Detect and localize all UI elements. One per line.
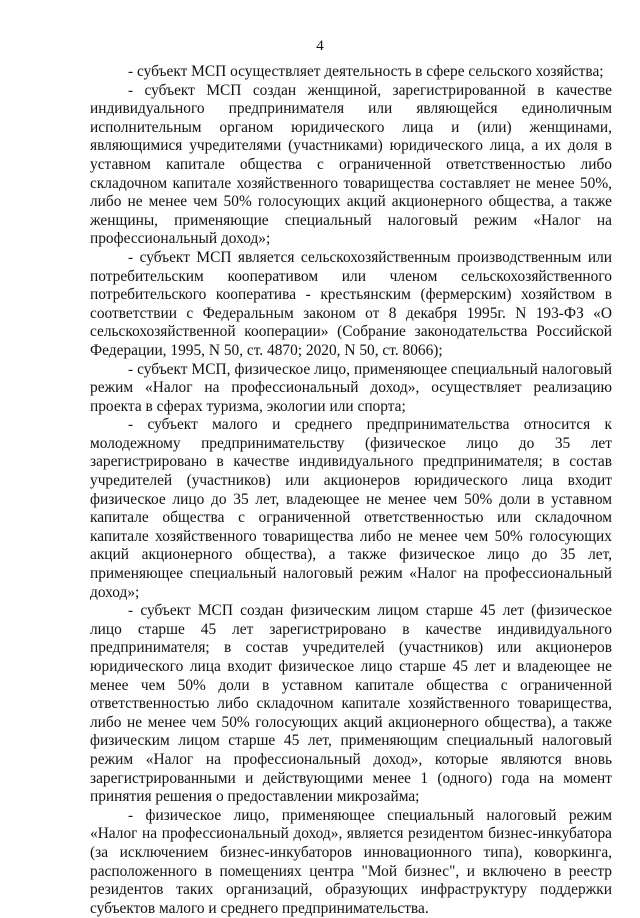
paragraph-tourism-ecology-sport: - субъект МСП, физическое лицо, применяющее специальный налоговый режим «Налог на профессиональный доход», осуществляет реализацию проекта в сферах туризма, экологии или спорта; xyxy=(90,360,612,415)
paragraph-agriculture: - субъект МСП осуществляет деятельность в сфере сельского хозяйства; xyxy=(128,63,604,80)
paragraph-women-entrepreneurs: - субъект МСП создан женщиной, зарегистрированной в качестве индивидуального предпринимателя или являющейся единоличным исполнительным органом юридического лица и (или) женщинами, являющимися учредителями (участниками) юридического лица, а их доля в уставном капитале общества с ограниченной ответственностью либо складочном капитале хозяйственного товарищества составляет не менее 50%, либо не менее чем 50% голосующих акций акционерного общества, а также женщины, применяющие специальный налоговый режим «Налог на профессиональный доход»; xyxy=(90,81,612,248)
paragraph-business-incubator: - физическое лицо, применяющее специальный налоговый режим «Налог на профессиональный доход», является резидентом бизнес-инкубатора (за исключением бизнес-инкубаторов инновационного типа), коворкинга, расположенного в помещениях центра "Мой бизнес", и включено в реестр резидентов таких организаций, образующих инфраструктуру поддержки субъектов малого и среднего предпринимательства. xyxy=(90,806,612,917)
document-body xyxy=(90,63,612,918)
paragraph-cooperative: - субъект МСП является сельскохозяйственным производственным или потребительским кооперативом или членом сельскохозяйственного потребительского кооператива - крестьянским (фермерским) хозяйством в соответствии с Федеральным законом от 8 декабря 1995г. N 193-ФЗ «О сельскохозяйственной кооперации» (Собрание законодательства Российской Федерации, 1995, N 50, ст. 4870; 2020, N 50, ст. 8066); xyxy=(90,248,612,359)
paragraph-over-45: - субъект МСП создан физическим лицом старше 45 лет (физическое лицо старше 45 лет зарегистрировано в качестве индивидуального предпринимателя; в состав учредителей (участников) или акционеров юридического лица входит физическое лицо старше 45 лет и владеющее не менее чем 50% доли в уставном капитале общества с ограниченной ответственностью либо складочном капитале хозяйственного товарищества, либо не менее чем 50% голосующих акций акционерного общества), а также физическим лицом старше 45 лет, применяющим специальный налоговый режим «Налог на профессиональный доход», которые являются вновь зарегистрированными и действующими менее 1 (одного) года на момент принятия решения о предоставлении микрозайма; xyxy=(90,602,612,806)
page-number: 4 xyxy=(316,38,324,54)
paragraph-youth-entrepreneurship: - субъект малого и среднего предпринимательства относится к молодежному предпринимательству (физическое лицо до 35 лет зарегистрировано в качестве индивидуального предпринимателя; в состав учредителей (участников) или акционеров юридического лица входит физическое лицо до 35 лет, владеющее не менее чем 50% доли в уставном капитале общества с ограниченной ответственностью или складочном капитале хозяйственного товарищества либо не менее чем 50% голосующих акций акционерного общества), а также физическое лицо до 35 лет, применяющее специальный налоговый режим «Налог на профессиональный доход»; xyxy=(90,416,612,601)
